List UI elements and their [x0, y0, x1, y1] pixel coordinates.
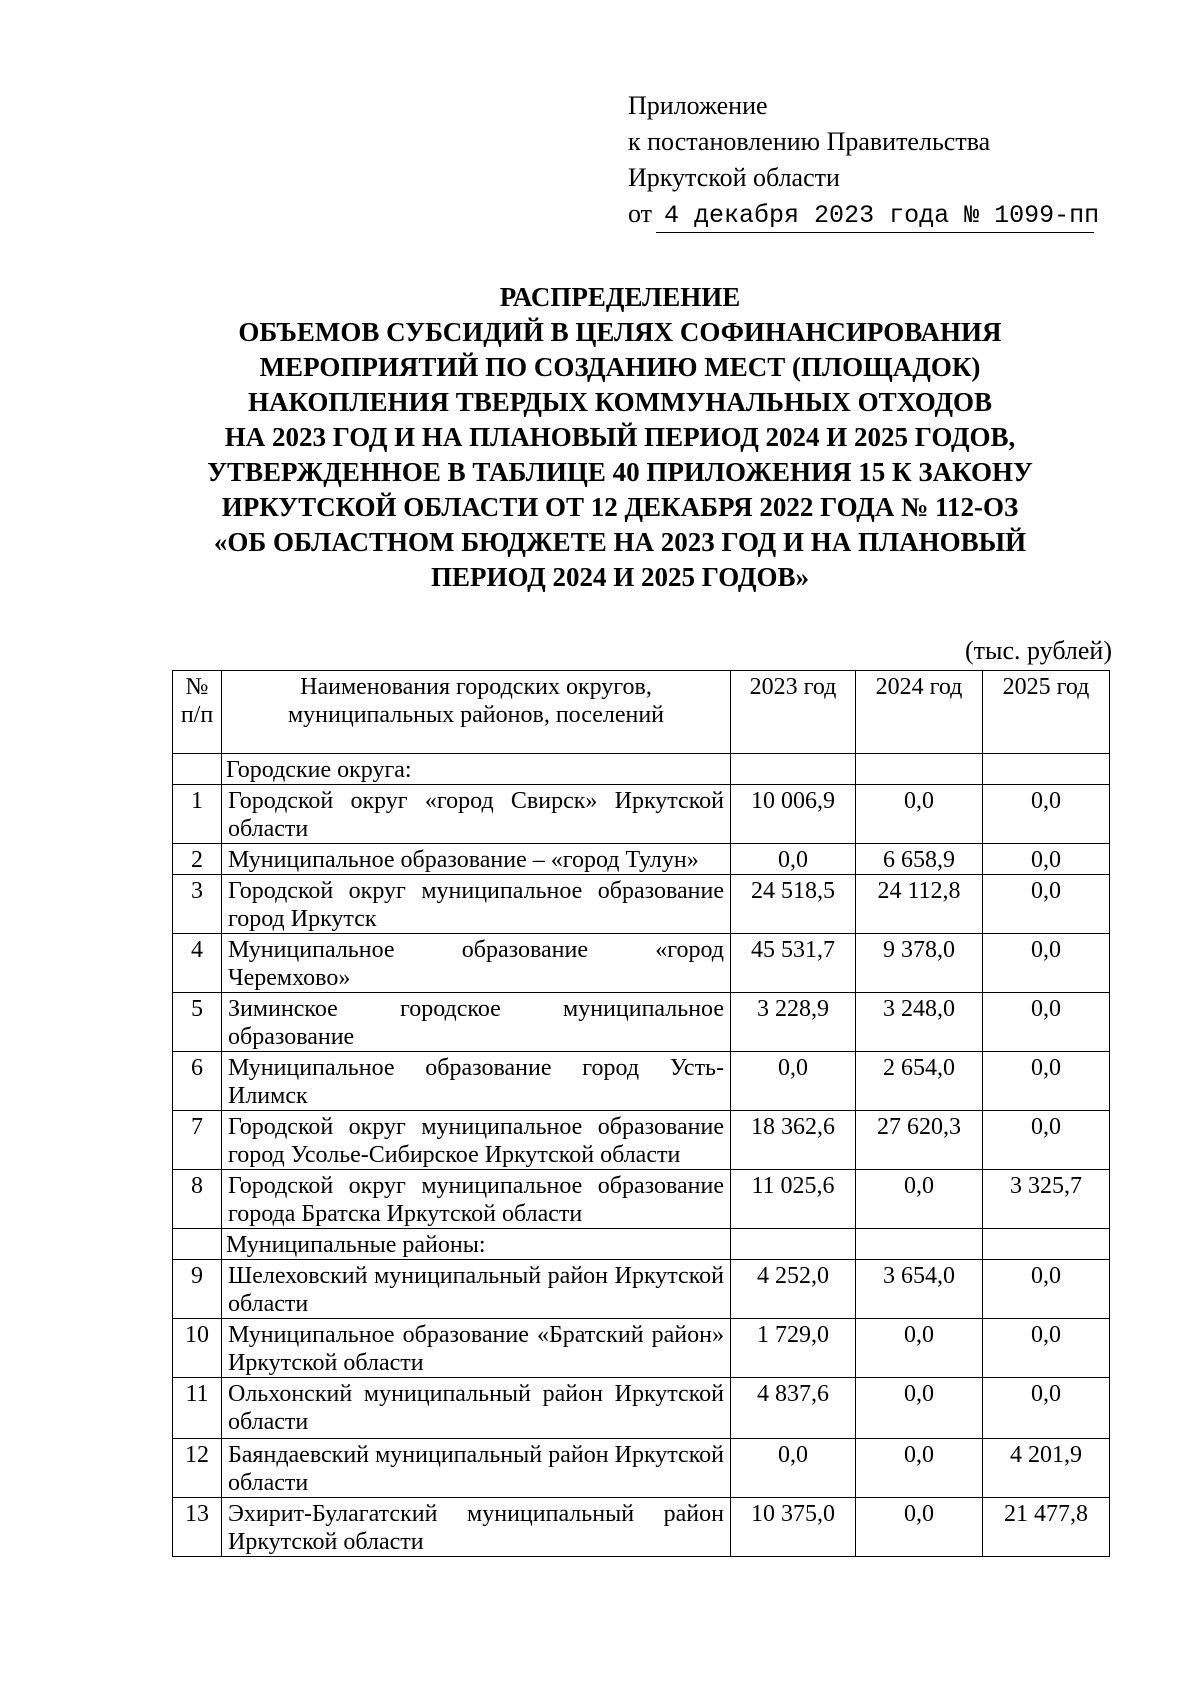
- table-header-row: [173, 671, 1110, 754]
- value-2025: 0,0: [983, 1111, 1110, 1170]
- value-2023: 10 375,0: [731, 1498, 856, 1557]
- value-2024: 3 654,0: [856, 1260, 983, 1319]
- table-row: [173, 1170, 1110, 1229]
- table-row: [173, 934, 1110, 993]
- appendix-line: Приложение: [628, 91, 768, 120]
- row-number: 12: [173, 1439, 222, 1498]
- order-reference: [628, 196, 1100, 233]
- value-2025: 0,0: [983, 875, 1110, 934]
- value-2023: 0,0: [731, 1439, 856, 1498]
- value-2023: 45 531,7: [731, 934, 856, 993]
- value-2024: 27 620,3: [856, 1111, 983, 1170]
- row-name: Шелеховский муниципальный район Иркутской области: [222, 1260, 731, 1319]
- subsidy-table: [172, 670, 1110, 1557]
- table-row: [173, 993, 1110, 1052]
- row-number: 7: [173, 1111, 222, 1170]
- title-line: МЕРОПРИЯТИЙ ПО СОЗДАНИЮ МЕСТ (ПЛОЩАДОК): [259, 352, 981, 382]
- units-label: (тыс. рублей): [964, 636, 1112, 665]
- value-2024: 0,0: [856, 1439, 983, 1498]
- value-2025: 3 325,7: [983, 1170, 1110, 1229]
- value-2024: 0,0: [856, 1170, 983, 1229]
- document-title: [160, 280, 1080, 595]
- value-2025: 21 477,8: [983, 1498, 1110, 1557]
- title-line: «ОБ ОБЛАСТНОМ БЮДЖЕТЕ НА 2023 ГОД И НА ПЛАНОВЫЙ: [213, 527, 1027, 557]
- value-2024: 0,0: [856, 1378, 983, 1439]
- value-2023: 0,0: [731, 1052, 856, 1111]
- title-line: ОБЪЕМОВ СУБСИДИЙ В ЦЕЛЯХ СОФИНАНСИРОВАНИЯ: [238, 317, 1002, 347]
- title-line: НАКОПЛЕНИЯ ТВЕРДЫХ КОММУНАЛЬНЫХ ОТХОДОВ: [247, 387, 993, 417]
- table-row: [173, 844, 1110, 875]
- value-2024: 0,0: [856, 1498, 983, 1557]
- value-2023: 18 362,6: [731, 1111, 856, 1170]
- value-2023: [731, 754, 856, 785]
- order-number: 4 декабря 2023 года № 1099-пп: [656, 200, 1094, 233]
- row-name: Городские округа:: [222, 754, 731, 785]
- row-name: Баяндаевский муниципальный район Иркутской области: [222, 1439, 731, 1498]
- value-2025: 4 201,9: [983, 1439, 1110, 1498]
- value-2024: 6 658,9: [856, 844, 983, 875]
- appendix-line: к постановлению Правительства: [628, 127, 991, 156]
- value-2024: 0,0: [856, 785, 983, 844]
- title-line: НА 2023 ГОД И НА ПЛАНОВЫЙ ПЕРИОД 2024 И 2025 ГОДОВ,: [224, 422, 1016, 452]
- value-2025: 0,0: [983, 1378, 1110, 1439]
- value-2024: 24 112,8: [856, 875, 983, 934]
- row-name: Муниципальное образование «город Черемхово»: [222, 934, 731, 993]
- table-row: [173, 1378, 1110, 1439]
- value-2024: 3 248,0: [856, 993, 983, 1052]
- table-row: [173, 1052, 1110, 1111]
- value-2023: 0,0: [731, 844, 856, 875]
- section-row: [173, 1229, 1110, 1260]
- row-name: Муниципальные районы:: [222, 1229, 731, 1260]
- header-2024: 2024 год: [856, 671, 983, 754]
- value-2025: 0,0: [983, 1052, 1110, 1111]
- row-name: Городской округ муниципальное образование город Иркутск: [222, 875, 731, 934]
- title-line: УТВЕРЖДЕННОЕ В ТАБЛИЦЕ 40 ПРИЛОЖЕНИЯ 15 К ЗАКОНУ: [207, 457, 1033, 487]
- value-2023: 10 006,9: [731, 785, 856, 844]
- row-number: 4: [173, 934, 222, 993]
- order-prefix: от: [628, 199, 653, 228]
- title-line: ИРКУТСКОЙ ОБЛАСТИ ОТ 12 ДЕКАБРЯ 2022 ГОДА № 112-ОЗ: [221, 492, 1019, 522]
- value-2023: [731, 1229, 856, 1260]
- value-2023: 1 729,0: [731, 1319, 856, 1378]
- title-line: РАСПРЕДЕЛЕНИЕ: [499, 282, 741, 312]
- row-number: 10: [173, 1319, 222, 1378]
- table-row: [173, 1319, 1110, 1378]
- table-row: [173, 875, 1110, 934]
- value-2025: 0,0: [983, 1260, 1110, 1319]
- table-row: [173, 1498, 1110, 1557]
- row-number: 1: [173, 785, 222, 844]
- value-2024: [856, 754, 983, 785]
- row-number: 13: [173, 1498, 222, 1557]
- value-2025: 0,0: [983, 993, 1110, 1052]
- row-number: 9: [173, 1260, 222, 1319]
- row-number: 3: [173, 875, 222, 934]
- row-number: 8: [173, 1170, 222, 1229]
- row-name: Муниципальное образование «Братский район» Иркутской области: [222, 1319, 731, 1378]
- row-number: 5: [173, 993, 222, 1052]
- title-line: ПЕРИОД 2024 И 2025 ГОДОВ»: [431, 562, 809, 592]
- value-2023: 4 252,0: [731, 1260, 856, 1319]
- header-number: № п/п: [173, 671, 222, 754]
- table-row: [173, 1260, 1110, 1319]
- header-2025: 2025 год: [983, 671, 1110, 754]
- value-2024: [856, 1229, 983, 1260]
- row-name: Муниципальное образование – «город Тулун»: [222, 844, 731, 875]
- value-2024: 0,0: [856, 1319, 983, 1378]
- value-2025: [983, 1229, 1110, 1260]
- value-2024: 2 654,0: [856, 1052, 983, 1111]
- value-2024: 9 378,0: [856, 934, 983, 993]
- appendix-line: Иркутской области: [628, 163, 840, 192]
- table-row: [173, 1111, 1110, 1170]
- section-row: [173, 754, 1110, 785]
- value-2023: 4 837,6: [731, 1378, 856, 1439]
- header-2023: 2023 год: [731, 671, 856, 754]
- row-number: 11: [173, 1378, 222, 1439]
- value-2025: 0,0: [983, 1319, 1110, 1378]
- row-number: 6: [173, 1052, 222, 1111]
- row-name: Эхирит-Булагатский муниципальный район Иркутской области: [222, 1498, 731, 1557]
- value-2025: 0,0: [983, 844, 1110, 875]
- row-name: Городской округ муниципальное образование город Усолье-Сибирское Иркутской области: [222, 1111, 731, 1170]
- table-row: [173, 785, 1110, 844]
- header-name: Наименования городских округов, муниципальных районов, поселений: [222, 671, 731, 754]
- row-number: [173, 1229, 222, 1260]
- row-name: Муниципальное образование город Усть-Илимск: [222, 1052, 731, 1111]
- table-row: [173, 1439, 1110, 1498]
- table-body: [173, 754, 1110, 1557]
- row-name: Городской округ муниципальное образование города Братска Иркутской области: [222, 1170, 731, 1229]
- row-name: Ольхонский муниципальный район Иркутской области: [222, 1378, 731, 1439]
- value-2023: 3 228,9: [731, 993, 856, 1052]
- value-2023: 24 518,5: [731, 875, 856, 934]
- row-name: Городской округ «город Свирск» Иркутской области: [222, 785, 731, 844]
- appendix-block: [628, 88, 1100, 233]
- value-2025: [983, 754, 1110, 785]
- row-name: Зиминское городское муниципальное образование: [222, 993, 731, 1052]
- row-number: 2: [173, 844, 222, 875]
- value-2023: 11 025,6: [731, 1170, 856, 1229]
- value-2025: 0,0: [983, 934, 1110, 993]
- value-2025: 0,0: [983, 785, 1110, 844]
- row-number: [173, 754, 222, 785]
